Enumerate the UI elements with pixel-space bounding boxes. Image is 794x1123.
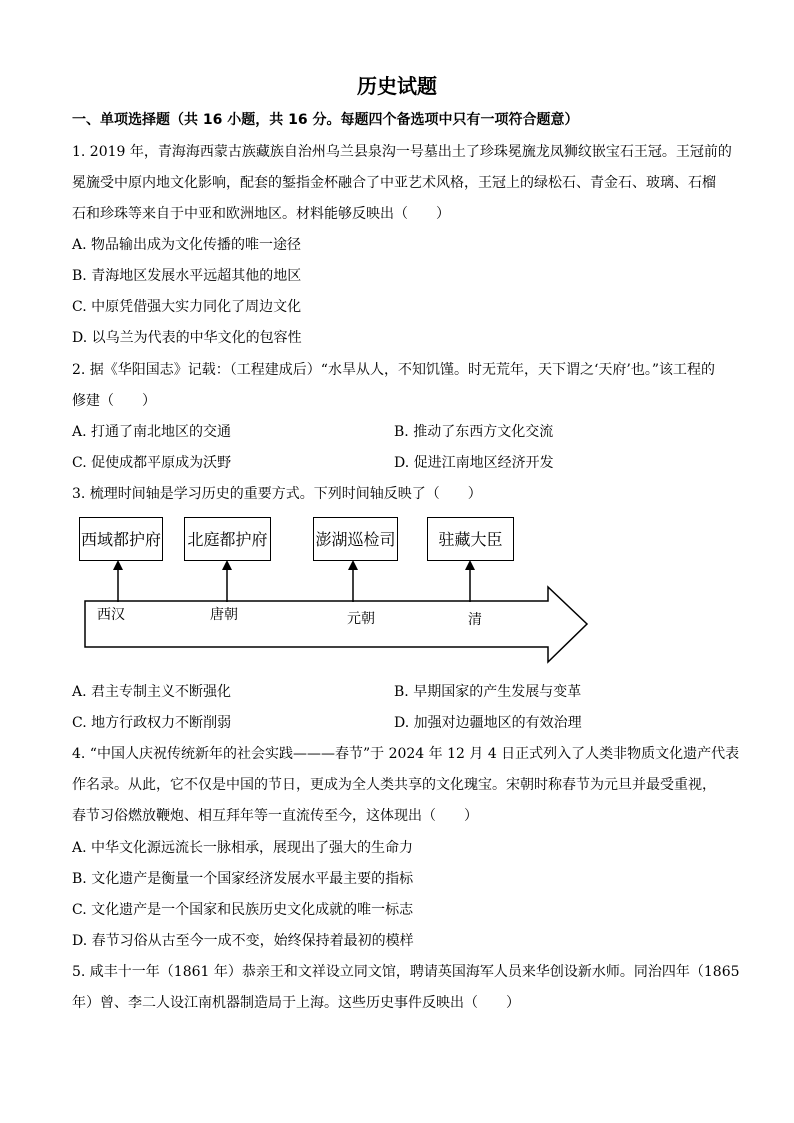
section-heading: 一、单项选择题（共 16 小题，共 16 分。每题四个备选项中只有一项符合题意）	[72, 112, 579, 128]
q4-option-b: B. 文化遗产是衡量一个国家经济发展水平最主要的指标	[72, 871, 414, 887]
timeline-box-beiting: 北庭都护府	[184, 517, 271, 561]
q1-option-a: A. 物品输出成为文化传播的唯一途径	[72, 237, 302, 253]
q3-option-b: B. 早期国家的产生发展与变革	[394, 684, 582, 700]
q2-option-c: C. 促使成都平原成为沃野	[72, 455, 232, 471]
q1-stem-line-2: 冕旒受中原内地文化影响，配套的錾指金杯融合了中亚艺术风格，王冠上的绿松石、青金石、玻璃、石榴	[72, 175, 716, 191]
timeline-box-xiyu: 西域都护府	[79, 517, 163, 561]
q1-option-b: B. 青海地区发展水平远超其他的地区	[72, 268, 302, 284]
q4-stem-line-2: 作名录。从此，它不仅是中国的节日，更成为全人类共享的文化瑰宝。宋朝时称春节为元旦并最受重视，	[72, 777, 716, 793]
timeline-period-yuan: 元朝	[347, 611, 375, 627]
q4-option-c: C. 文化遗产是一个国家和民族历史文化成就的唯一标志	[72, 902, 414, 918]
timeline-box-zhuzang: 驻藏大臣	[427, 517, 514, 561]
q1-option-c: C. 中原凭借强大实力同化了周边文化	[72, 299, 302, 315]
timeline-period-tang: 唐朝	[210, 607, 238, 623]
q2-option-d: D. 促进江南地区经济开发	[394, 455, 554, 471]
q2-stem-line-2: 修建（ ）	[72, 393, 156, 409]
q3-stem-line-1: 3. 梳理时间轴是学习历史的重要方式。下列时间轴反映了（ ）	[72, 486, 482, 502]
q1-stem-line-3: 石和珍珠等来自于中亚和欧洲地区。材料能够反映出（ ）	[72, 206, 450, 222]
timeline-arrow	[85, 587, 587, 662]
q5-stem-line-2: 年）曾、李二人设江南机器制造局于上海。这些历史事件反映出（ ）	[72, 995, 520, 1011]
q3-option-a: A. 君主专制主义不断强化	[72, 684, 232, 700]
timeline-period-xihan: 西汉	[97, 607, 125, 623]
q1-option-d: D. 以乌兰为代表的中华文化的包容性	[72, 330, 302, 346]
q2-stem-line-1: 2. 据《华阳国志》记载：（工程建成后）“水旱从人，不知饥馑。时无荒年，天下谓之‘天府’也。”该工程的	[72, 362, 716, 378]
q3-option-c: C. 地方行政权力不断削弱	[72, 715, 232, 731]
q4-option-a: A. 中华文化源远流长一脉相承，展现出了强大的生命力	[72, 840, 414, 856]
q1-stem-line-1: 1. 2019 年，青海海西蒙古族藏族自治州乌兰县泉沟一号墓出土了珍珠冕旒龙凤狮纹嵌宝石王冠。王冠前的	[72, 144, 732, 160]
q2-option-b: B. 推动了东西方文化交流	[394, 424, 554, 440]
q4-stem-line-1: 4. “中国人庆祝传统新年的社会实践———春节”于 2024 年 12 月 4 日正式列入了人类非物质文化遗产代表	[72, 746, 740, 762]
timeline-period-qing: 清	[468, 612, 482, 628]
q4-stem-line-3: 春节习俗燃放鞭炮、相互拜年等一直流传至今，这体现出（ ）	[72, 808, 478, 824]
q3-option-d: D. 加强对边疆地区的有效治理	[394, 715, 582, 731]
q4-option-d: D. 春节习俗从古至今一成不变，始终保持着最初的模样	[72, 933, 414, 949]
page-title: 历史试题	[357, 74, 437, 98]
q2-option-a: A. 打通了南北地区的交通	[72, 424, 232, 440]
timeline-box-penghu: 澎湖巡检司	[313, 517, 398, 561]
q5-stem-line-1: 5. 咸丰十一年（1861 年）恭亲王和文祥设立同文馆，聘请英国海军人员来华创设新水师。同治四年（1865	[72, 964, 740, 980]
